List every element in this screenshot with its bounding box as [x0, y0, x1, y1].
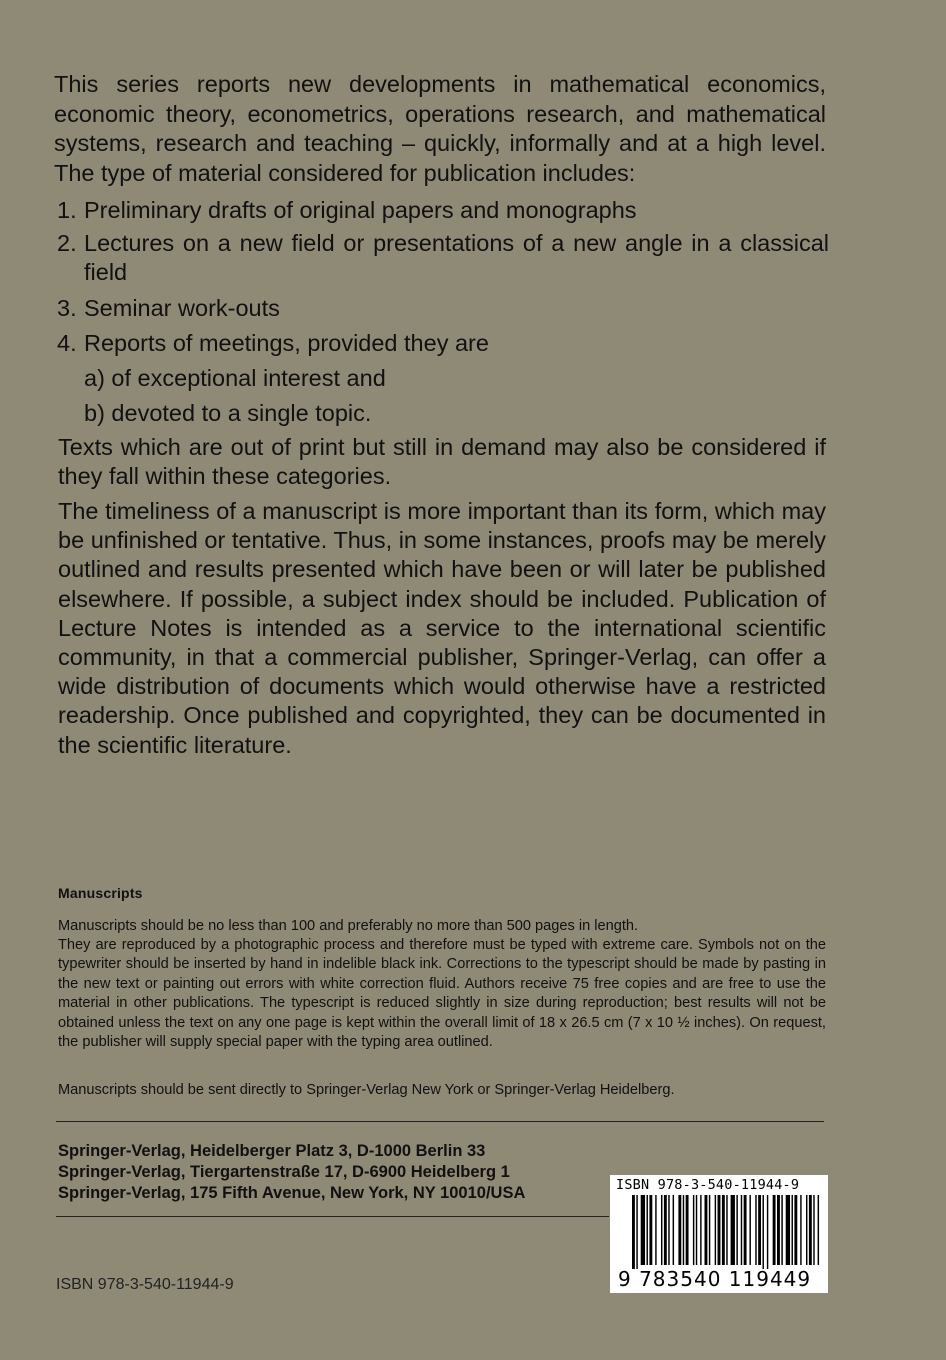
barcode-bar	[773, 1195, 776, 1265]
barcode-bar	[696, 1195, 697, 1265]
barcode-bar	[758, 1195, 761, 1265]
barcode-bar	[722, 1195, 725, 1265]
barcode-bar	[664, 1195, 667, 1265]
barcode-bar	[794, 1195, 797, 1265]
manuscripts-send-text: Manuscripts should be sent directly to Springer-Verlag New York or Springer-Verlag Heidelberg.	[58, 1082, 675, 1098]
manuscripts-length-text: Manuscripts should be no less than 100 and preferably no more than 500 pages in length.	[58, 918, 639, 934]
address-berlin: Springer-Verlag, Heidelberger Platz 3, D-1000 Berlin 33	[58, 1142, 486, 1160]
barcode-bar	[777, 1195, 780, 1265]
barcode-bar	[809, 1195, 812, 1265]
barcode-bar	[806, 1195, 807, 1265]
barcode-bar	[736, 1195, 737, 1265]
list-text: Lectures on a new field or presentations of a new angle in a classical field	[84, 230, 829, 285]
divider-bottom	[56, 1216, 609, 1217]
list-number: 2.	[57, 230, 77, 256]
divider-top	[56, 1121, 824, 1122]
barcode-number: 9 783540 119449	[618, 1267, 812, 1291]
list-item	[54, 329, 826, 358]
barcode-bar	[755, 1195, 756, 1265]
barcode-bar	[655, 1195, 656, 1265]
barcode-bar	[647, 1195, 648, 1265]
barcode-bar	[744, 1195, 747, 1265]
barcode-bar	[741, 1195, 742, 1265]
list-text: Seminar work-outs	[84, 295, 280, 321]
barcode-bar	[649, 1195, 652, 1265]
barcode-bar	[683, 1195, 684, 1265]
list-number: 4.	[57, 330, 77, 356]
barcode-bar	[715, 1195, 716, 1265]
barcode-bar	[705, 1195, 708, 1265]
barcode	[610, 1175, 828, 1293]
list-text: Preliminary drafts of original papers and monographs	[84, 197, 637, 223]
sublist-item-a: a) of exceptional interest and	[84, 365, 386, 391]
barcode-bars-icon	[610, 1195, 828, 1271]
manuscripts-heading: Manuscripts	[58, 885, 143, 901]
barcode-bar	[686, 1195, 689, 1265]
barcode-bar	[709, 1195, 710, 1265]
barcode-bar	[792, 1195, 793, 1265]
barcode-bar	[641, 1195, 645, 1265]
barcode-bar	[781, 1195, 782, 1265]
barcode-bar	[813, 1195, 814, 1265]
barcode-bar	[800, 1195, 801, 1265]
list-item	[54, 294, 826, 323]
barcode-bar	[678, 1195, 681, 1265]
list-text: Reports of meetings, provided they are	[84, 330, 489, 356]
barcode-isbn-label: ISBN 978-3-540-11944-9	[616, 1177, 800, 1193]
barcode-bar	[786, 1195, 790, 1265]
barcode-bar	[668, 1195, 669, 1265]
barcode-bar	[818, 1195, 819, 1265]
list-number: 1.	[57, 197, 77, 223]
timeliness-paragraph: The timeliness of a manuscript is more important than its form, which may be unfinished or tentative. Thus, in some instances, proofs may be merely outlined and results presented which have been or will later be published elsewhere. If possible, a subject index should be included. Publication of Lecture Notes is intended as a service to the international scientific community, in that a commercial publisher, Springer-Verlag, can offer a wide distribution of documents which would otherwise have a restricted readership. Once published and copyrighted, they can be documented in the scientific literature.	[58, 498, 826, 758]
manuscripts-typing-text: They are reproduced by a photographic process and therefore must be typed with extreme care. Symbols not on the typewriter should be inserted by hand in indelible black ink. Corrections to the typescript should be made by pasting in the new text or painting out errors with white correction fluid. Authors receive 75 free copies and are free to use the material in other publications. The typescript is reduced slightly in size during reproduction; best results will not be obtained unless the text on any one page is kept within the overall limit of 18 x 26.5 cm (7 x 10 ½ inches). On request, the publisher will supply special paper with the typing area outlined.	[58, 937, 826, 1051]
out-of-print-paragraph: Texts which are out of print but still in demand may also be considered if they fall within these categories.	[58, 434, 826, 490]
barcode-bar	[763, 1195, 764, 1269]
sublist-item-b: b) devoted to a single topic.	[84, 400, 372, 426]
list-item	[54, 196, 826, 225]
address-new-york: Springer-Verlag, 175 Fifth Avenue, New York, NY 10010/USA	[58, 1184, 526, 1202]
barcode-bar	[749, 1195, 750, 1265]
list-number: 3.	[57, 295, 77, 321]
barcode-bar	[661, 1195, 662, 1265]
barcode-bar	[718, 1195, 721, 1265]
publisher-addresses	[58, 1141, 525, 1204]
barcode-bar	[636, 1195, 637, 1269]
barcode-bar	[726, 1195, 727, 1265]
list-item	[54, 229, 829, 287]
barcode-bar	[632, 1195, 635, 1269]
isbn-text: ISBN 978-3-540-11944-9	[56, 1276, 234, 1293]
intro-paragraph: This series reports new developments in mathematical economics, economic theory, econometrics, operations research, and mathematical systems, research and teaching – quickly, informally and at a high level. The type of material considered for publication includes:	[54, 71, 826, 186]
barcode-bar	[700, 1195, 701, 1265]
address-heidelberg: Springer-Verlag, Tiergartenstraße 17, D-6900 Heidelberg 1	[58, 1163, 510, 1181]
barcode-bar	[731, 1195, 735, 1265]
barcode-bar	[693, 1195, 694, 1265]
barcode-bar	[673, 1195, 674, 1265]
barcode-bar	[767, 1195, 768, 1269]
